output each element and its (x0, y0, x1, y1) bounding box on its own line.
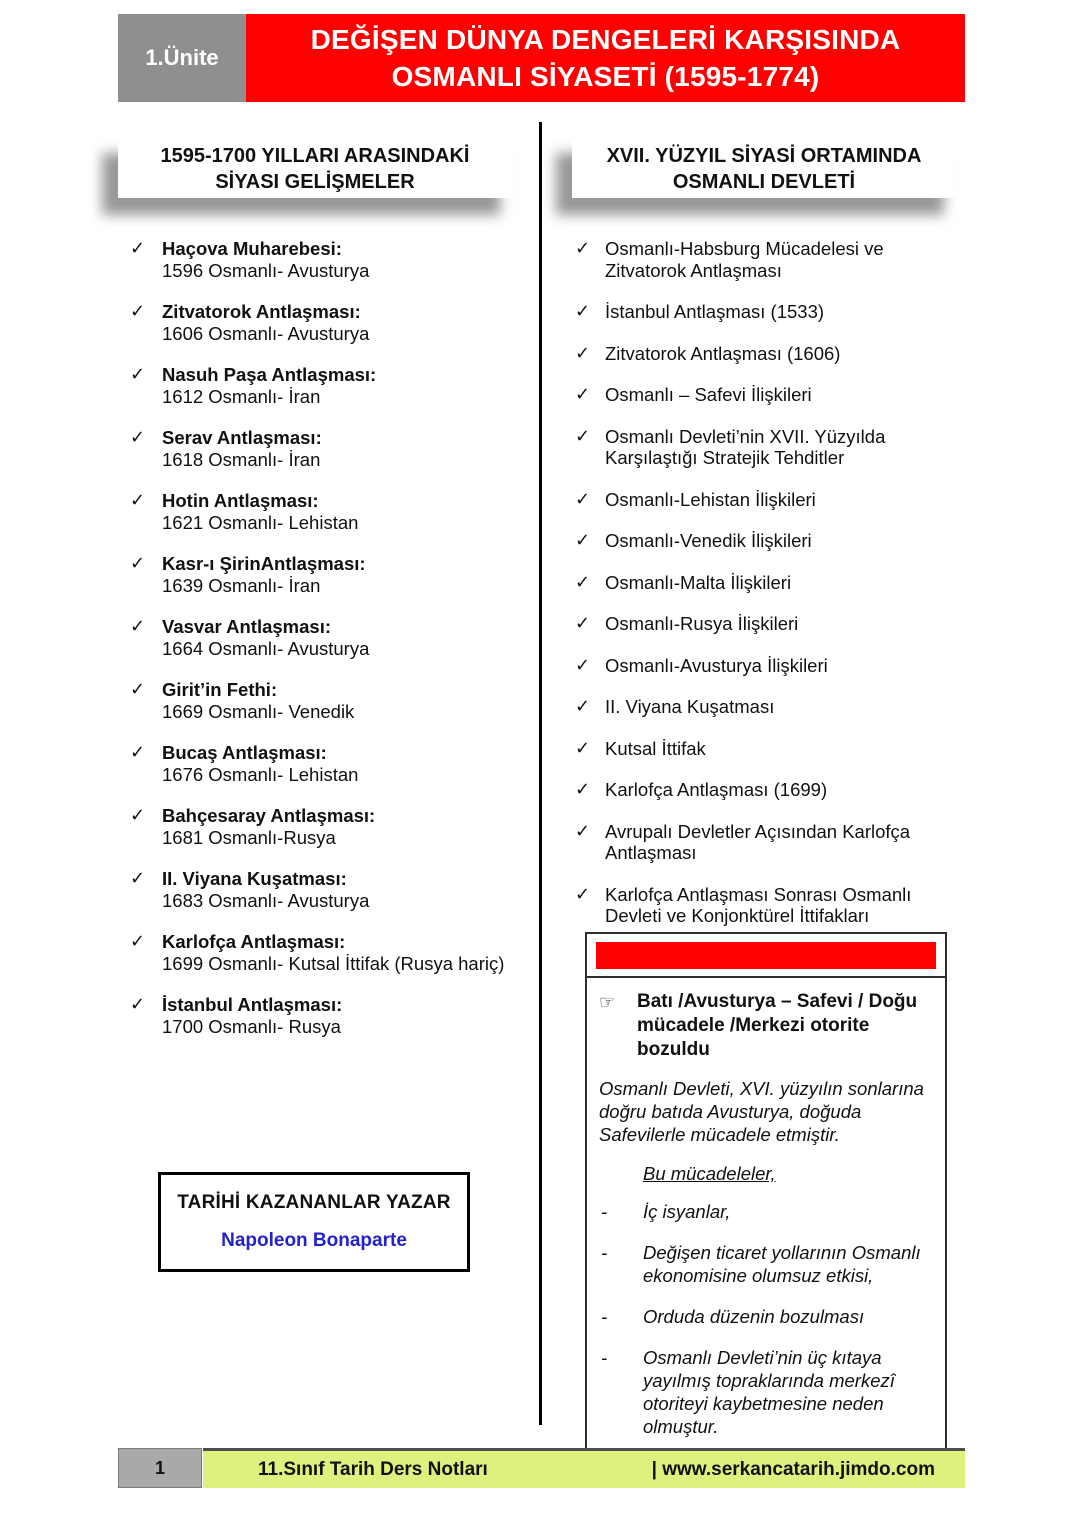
topic-label: Osmanlı-Rusya İlişkileri (605, 613, 799, 634)
right-column-heading (572, 140, 956, 198)
topic-list-item (575, 613, 949, 635)
treaty-detail: 1596 Osmanlı- Avusturya (162, 259, 370, 281)
topic-list-item (575, 343, 949, 365)
treaty-text (162, 301, 369, 344)
topic-label: Karlofça Antlaşması Sonrası Osmanlı Devleti ve Konjonktürel İttifakları (605, 883, 912, 926)
check-icon: ✓ (130, 742, 146, 762)
treaty-title: Karlofça Antlaşması: (162, 931, 346, 952)
treaty-title: II. Viyana Kuşatması: (162, 868, 347, 889)
dash-icon: - (601, 1306, 608, 1327)
topic-label: Osmanlı-Malta İlişkileri (605, 571, 792, 593)
right-topic-list (575, 238, 949, 947)
note-bullet-item (599, 1200, 931, 1223)
treaty-list-item (130, 616, 532, 659)
left-heading-line-2: SİYASI GELİŞMELER (215, 171, 415, 193)
treaty-list-item (130, 931, 532, 974)
check-icon: ✓ (575, 737, 591, 758)
treaty-detail: 1621 Osmanlı- Lehistan (162, 511, 359, 533)
treaty-text (162, 931, 504, 974)
treaty-title: İstanbul Antlaşması: (162, 994, 343, 1015)
treaty-title: Hotin Antlaşması: (162, 490, 319, 511)
treaty-detail: 1683 Osmanlı- Avusturya (162, 889, 370, 911)
treaty-detail: 1700 Osmanlı- Rusya (162, 1015, 341, 1037)
topic-list-item (575, 738, 949, 760)
treaty-list-item (130, 994, 532, 1037)
note-box (585, 932, 947, 1454)
treaty-list-item (130, 742, 532, 785)
note-paragraph: Osmanlı Devleti, XVI. yüzyılın sonlarına doğru batıda Avusturya, doğuda Safevilerle mücadele etmiştir. (599, 1078, 924, 1145)
topic-list-item (575, 238, 949, 281)
pointing-hand-icon: ☞ (599, 992, 616, 1012)
treaty-text (162, 553, 366, 596)
topic-list-item (575, 489, 949, 511)
treaty-list-item (130, 553, 532, 596)
left-column-heading (118, 140, 512, 198)
topic-list-item (575, 696, 949, 718)
treaty-detail: 1618 Osmanlı- İran (162, 448, 321, 470)
topic-list-item (575, 384, 949, 406)
bullet-text: Osmanlı Devleti’nin üç kıtaya yayılmış topraklarında merkezî otoriteyi kaybetmesine neden olmuştur. (643, 1347, 895, 1437)
treaty-text (162, 427, 322, 470)
treaty-title: Kasr-ı ŞirinAntlaşması: (162, 553, 366, 574)
topic-list-item (575, 426, 949, 469)
bullet-text: Orduda düzenin bozulması (643, 1306, 865, 1327)
check-icon: ✓ (575, 530, 591, 550)
treaty-title: Haçova Muharebesi: (162, 238, 342, 259)
check-icon: ✓ (130, 931, 146, 951)
check-icon: ✓ (130, 490, 146, 510)
note-box-header (587, 934, 945, 978)
treaty-detail: 1676 Osmanlı- Lehistan (162, 763, 359, 785)
topic-label: Karlofça Antlaşması (1699) (605, 779, 828, 800)
check-icon: ✓ (130, 301, 146, 321)
topic-label: Osmanlı – Safevi İlişkileri (605, 384, 812, 405)
title-banner (246, 14, 965, 102)
column-divider (539, 122, 542, 1425)
check-icon: ✓ (130, 805, 146, 825)
topic-label: Osmanlı-Habsburg Mücadelesi ve Zitvatorok Antlaşması (605, 238, 884, 281)
dash-icon: - (601, 1242, 608, 1263)
treaty-detail: 1664 Osmanlı- Avusturya (162, 637, 370, 659)
winners-box-title: TARİHİ KAZANANLAR YAZAR (177, 1192, 451, 1213)
left-heading-line-1: 1595-1700 YILLARI ARASINDAKİ (160, 145, 470, 167)
treaty-detail: 1612 Osmanlı- İran (162, 385, 321, 407)
note-headline-line-1: Batı /Avusturya – Safevi / Doğu (637, 991, 918, 1012)
check-icon: ✓ (575, 613, 591, 633)
check-icon: ✓ (575, 883, 591, 904)
treaty-text (162, 994, 342, 1037)
note-headline-line-2: mücadele /Merkezi otorite bozuldu (637, 1015, 870, 1060)
red-highlight-bar (596, 942, 936, 969)
treaty-text (162, 490, 358, 533)
check-icon: ✓ (130, 427, 146, 447)
treaty-list-item (130, 868, 532, 911)
treaty-text (162, 616, 369, 659)
treaty-title: Bahçesaray Antlaşması: (162, 805, 376, 826)
note-subheading: Bu mücadeleler, (643, 1163, 776, 1184)
topic-label: Osmanlı Devleti’nin XVII. Yüzyılda Karşılaştığı Stratejik Tehditler (605, 425, 886, 468)
treaty-list-item (130, 427, 532, 470)
right-heading-line-1: XVII. YÜZYIL SİYASİ ORTAMINDA (606, 145, 922, 167)
topic-label: II. Viyana Kuşatması (605, 696, 775, 717)
topic-label: Osmanlı-Venedik İlişkileri (605, 530, 812, 551)
topic-list-item (575, 530, 949, 552)
left-treaty-list (130, 238, 532, 1057)
treaty-detail: 1681 Osmanlı-Rusya (162, 826, 336, 848)
treaty-title: Zitvatorok Antlaşması: (162, 301, 361, 322)
dash-icon: - (601, 1347, 608, 1368)
check-icon: ✓ (130, 994, 146, 1014)
check-icon: ✓ (575, 384, 591, 404)
unit-label: 1.Ünite (118, 14, 246, 102)
check-icon: ✓ (130, 238, 146, 258)
check-icon: ✓ (130, 868, 146, 888)
treaty-title: Nasuh Paşa Antlaşması: (162, 364, 377, 385)
note-box-body (587, 978, 945, 1452)
topic-list-item (575, 572, 949, 594)
treaty-list-item (130, 364, 532, 407)
check-icon: ✓ (575, 425, 591, 446)
check-icon: ✓ (575, 654, 591, 675)
note-headline (599, 990, 931, 1062)
bullet-text: İç isyanlar, (643, 1201, 731, 1222)
check-icon: ✓ (575, 342, 591, 363)
topic-label: Kutsal İttifak (605, 737, 706, 759)
note-bullet-item (599, 1241, 931, 1287)
treaty-title: Serav Antlaşması: (162, 427, 322, 448)
check-icon: ✓ (575, 488, 591, 509)
page-title-line-2: OSMANLI SİYASETİ (1595-1774) (391, 61, 820, 92)
check-icon: ✓ (575, 238, 591, 258)
footer-right-text: | www.serkancatarih.jimdo.com (651, 1458, 935, 1480)
topic-label: Osmanlı-Avusturya İlişkileri (605, 654, 828, 676)
topic-label: Zitvatorok Antlaşması (1606) (605, 342, 841, 364)
footer-bar (203, 1448, 965, 1488)
treaty-title: Bucaş Antlaşması: (162, 742, 327, 763)
treaty-list-item (130, 490, 532, 533)
treaty-detail: 1639 Osmanlı- İran (162, 574, 321, 596)
treaty-detail: 1699 Osmanlı- Kutsal İttifak (Rusya hariç) (162, 952, 505, 974)
footer-left-text: 11.Sınıf Tarih Ders Notları (258, 1458, 488, 1480)
note-bullet-item (599, 1305, 931, 1328)
winners-box-author: Napoleon Bonaparte (221, 1230, 407, 1251)
check-icon: ✓ (575, 571, 591, 592)
dash-icon: - (601, 1201, 608, 1222)
topic-list-item (575, 884, 949, 927)
check-icon: ✓ (575, 696, 591, 716)
treaty-text (162, 742, 358, 785)
check-icon: ✓ (575, 820, 591, 841)
treaty-text (162, 805, 375, 848)
treaty-list-item (130, 301, 532, 344)
bullet-text: Değişen ticaret yollarının Osmanlı ekonomisine olumsuz etkisi, (643, 1242, 921, 1286)
check-icon: ✓ (130, 616, 146, 636)
check-icon: ✓ (130, 553, 146, 573)
treaty-text (162, 868, 369, 911)
topic-list-item (575, 655, 949, 677)
page-title-line-1: DEĞİŞEN DÜNYA DENGELERİ KARŞISINDA (310, 24, 901, 55)
check-icon: ✓ (130, 364, 146, 384)
note-headline-text (637, 990, 931, 1062)
check-icon: ✓ (575, 779, 591, 799)
treaty-text (162, 679, 354, 722)
right-heading-line-2: OSMANLI DEVLETİ (672, 171, 856, 193)
winners-box (158, 1172, 470, 1272)
topic-label: Osmanlı-Lehistan İlişkileri (605, 488, 816, 510)
note-bullet-item (599, 1346, 931, 1438)
topic-list-item (575, 779, 949, 801)
treaty-title: Vasvar Antlaşması: (162, 616, 331, 637)
check-icon: ✓ (130, 679, 146, 699)
treaty-list-item (130, 805, 532, 848)
topic-list-item (575, 821, 949, 864)
treaty-list-item (130, 679, 532, 722)
topic-label: Avrupalı Devletler Açısından Karlofça Antlaşması (605, 820, 911, 863)
treaty-detail: 1606 Osmanlı- Avusturya (162, 322, 370, 344)
treaty-text (162, 238, 369, 281)
topic-list-item (575, 301, 949, 323)
topic-label: İstanbul Antlaşması (1533) (605, 301, 825, 322)
treaty-text (162, 364, 376, 407)
note-bullet-list (599, 1200, 931, 1438)
treaty-detail: 1669 Osmanlı- Venedik (162, 700, 355, 722)
treaty-title: Girit’in Fethi: (162, 679, 278, 700)
check-icon: ✓ (575, 301, 591, 321)
page-number-box: 1 (118, 1448, 202, 1488)
treaty-list-item (130, 238, 532, 281)
